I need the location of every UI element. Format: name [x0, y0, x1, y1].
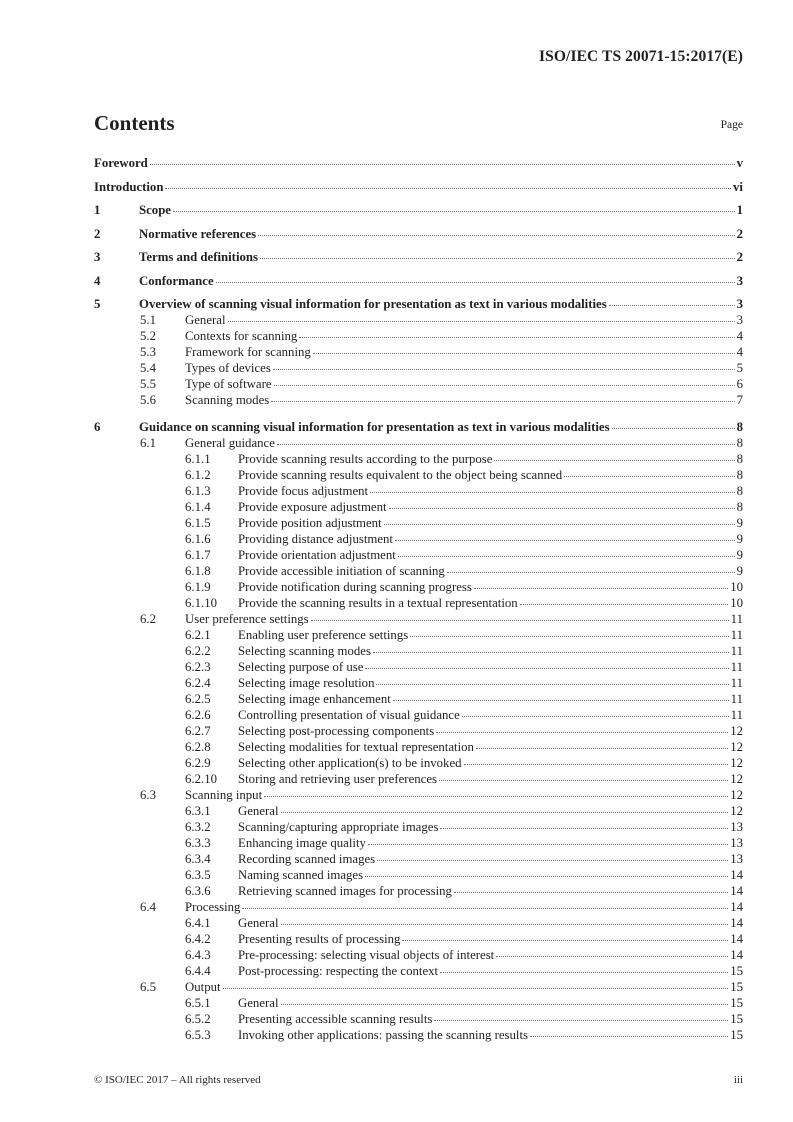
toc-entry-page[interactable]: 15	[730, 996, 743, 1010]
toc-entry[interactable]	[94, 963, 743, 979]
toc-entry[interactable]	[94, 835, 743, 851]
toc-entry-title[interactable]: Normative references	[139, 226, 257, 241]
toc-entry-page[interactable]: vi	[733, 179, 743, 194]
toc-entry-title[interactable]: Overview of scanning visual information for presentation as text in various modalities	[139, 297, 607, 311]
toc-entry-number: 6.2.8	[185, 740, 211, 754]
toc-entry[interactable]	[94, 515, 743, 531]
dot-leader	[474, 587, 728, 589]
dot-leader	[281, 811, 729, 813]
toc-entry-title[interactable]: Scope	[139, 203, 171, 217]
toc-entry[interactable]	[94, 1011, 743, 1027]
dot-leader	[281, 923, 729, 925]
toc-entry[interactable]	[94, 931, 743, 947]
toc-entry[interactable]	[94, 273, 743, 289]
toc-entry-title[interactable]: Provide the scanning results in a textual representation	[238, 596, 518, 610]
toc-entry-page[interactable]: 4	[736, 345, 743, 359]
toc-entry-title[interactable]: Presenting results of processing	[238, 932, 401, 946]
toc-entry[interactable]	[94, 867, 743, 883]
toc-entry-page[interactable]: 12	[730, 724, 743, 738]
toc-entry-page[interactable]: 6	[736, 377, 743, 391]
toc-entry-title[interactable]: Controlling presentation of visual guidance	[238, 708, 460, 722]
toc-entry-page[interactable]: 11	[730, 660, 743, 674]
toc-entry-number: 6.1	[140, 436, 156, 450]
dot-leader	[464, 763, 729, 765]
toc-entry[interactable]	[94, 579, 743, 595]
toc-entry-number: 6.5.3	[185, 1028, 211, 1042]
toc-entry-page[interactable]: 12	[730, 804, 743, 818]
toc-entry-number: 6.4.1	[185, 916, 211, 930]
dot-leader	[368, 843, 728, 845]
toc-entry-number: 6.1.7	[185, 548, 211, 562]
toc-entry-page[interactable]: 8	[736, 500, 743, 514]
dot-leader	[384, 523, 735, 525]
dot-leader	[436, 731, 728, 733]
toc-entry-title[interactable]: Providing distance adjustment	[238, 532, 393, 546]
toc-entry-number: 3	[94, 250, 101, 264]
toc-entry[interactable]	[94, 707, 743, 723]
toc-entry-page[interactable]: 15	[730, 980, 743, 994]
toc-entry[interactable]	[94, 691, 743, 707]
toc-entry-number: 2	[94, 226, 101, 241]
toc-entry[interactable]	[94, 179, 743, 195]
toc-entry-title[interactable]: Storing and retrieving user preferences	[238, 772, 437, 786]
dot-leader	[402, 939, 728, 941]
toc-entry-number: 6.1.10	[185, 596, 217, 610]
toc-entry-number: 4	[94, 273, 101, 288]
toc-entry[interactable]	[94, 451, 743, 467]
toc-entry[interactable]	[94, 312, 743, 328]
toc-entry[interactable]	[94, 915, 743, 931]
toc-entry[interactable]	[94, 947, 743, 963]
dot-leader	[496, 955, 728, 957]
toc-entry[interactable]	[94, 883, 743, 899]
toc-entry-page[interactable]: 14	[730, 868, 743, 882]
toc-entry-number: 6.5.2	[185, 1012, 211, 1026]
toc-entry-page[interactable]: 2	[736, 250, 743, 264]
toc-entry-number: 6.4	[140, 900, 156, 914]
toc-entry-title[interactable]: Contexts for scanning	[185, 329, 298, 343]
toc-entry-page[interactable]: 14	[730, 900, 743, 914]
toc-entry-title[interactable]: Selecting other application(s) to be invoked	[238, 756, 462, 770]
dot-leader	[150, 163, 735, 165]
toc-entry-title[interactable]: Provide scanning results equivalent to the object being scanned	[238, 468, 563, 482]
toc-entry-title[interactable]: Type of software	[185, 377, 272, 391]
toc-entry-number: 6.2.7	[185, 724, 211, 738]
toc-entry[interactable]	[94, 226, 743, 242]
toc-entry-number: 6.2.2	[185, 644, 211, 658]
toc-entry-title[interactable]: Selecting post-processing components	[238, 724, 435, 738]
toc-entry-number: 6.1.3	[185, 484, 211, 498]
toc-entry-number: 6.1.2	[185, 468, 211, 482]
toc-entry-page[interactable]: 12	[730, 788, 743, 802]
toc-entry[interactable]	[94, 675, 743, 691]
toc-entry-title[interactable]: Processing	[185, 900, 241, 914]
toc-entry-number: 6.2.1	[185, 628, 211, 642]
toc-entry-title[interactable]: Conformance	[139, 273, 214, 288]
toc-entry-title[interactable]: Enabling user preference settings	[238, 628, 409, 642]
toc-entry-title[interactable]: Provide orientation adjustment	[238, 548, 396, 562]
toc-entry-title[interactable]: Provide exposure adjustment	[238, 500, 387, 514]
dot-leader	[439, 779, 728, 781]
dot-leader	[376, 683, 728, 685]
toc-entry[interactable]	[94, 155, 743, 171]
toc-entry[interactable]	[94, 595, 743, 611]
toc-entry[interactable]	[94, 771, 743, 787]
toc-entry-title[interactable]: Framework for scanning	[185, 345, 311, 359]
toc-entry-number: 6.3	[140, 788, 156, 802]
toc-entry[interactable]	[94, 376, 743, 392]
toc-entry-title[interactable]: Naming scanned images	[238, 868, 364, 882]
toc-entry-page[interactable]: 5	[736, 361, 743, 375]
page-title: Contents	[94, 111, 175, 135]
toc-entry[interactable]	[94, 531, 743, 547]
toc-entry[interactable]	[94, 755, 743, 771]
toc-entry-number: 5.2	[140, 329, 156, 343]
dot-leader	[273, 368, 735, 370]
dot-leader	[216, 281, 735, 283]
toc-entry-title[interactable]: Enhancing image quality	[238, 836, 366, 850]
toc-entry-title[interactable]: Types of devices	[185, 361, 271, 375]
toc-entry-number: 6.3.2	[185, 820, 211, 834]
dot-leader	[462, 715, 729, 717]
toc-entry-title[interactable]: Scanning input	[185, 788, 263, 802]
dot-leader	[440, 971, 728, 973]
dot-leader	[494, 459, 734, 461]
toc-entry-number: 6.1.9	[185, 580, 211, 594]
toc-entry[interactable]	[94, 787, 743, 803]
toc-entry-page[interactable]: 1	[736, 203, 743, 217]
dot-leader	[311, 619, 729, 621]
toc-entry-title[interactable]: Provide accessible initiation of scanning	[238, 564, 445, 578]
toc-entry[interactable]	[94, 979, 743, 995]
dot-leader	[223, 987, 729, 989]
toc-entry-title[interactable]: General guidance	[185, 436, 275, 450]
toc-entry[interactable]	[94, 643, 743, 659]
toc-entry[interactable]	[94, 1027, 743, 1043]
toc-entry-page[interactable]: 11	[730, 644, 743, 658]
toc-entry-page[interactable]: 12	[730, 740, 743, 754]
toc-entry-page[interactable]: 3	[736, 313, 743, 327]
dot-leader	[564, 475, 734, 477]
toc-entry-number: 1	[94, 203, 101, 217]
dot-leader	[398, 555, 735, 557]
toc-entry[interactable]	[94, 995, 743, 1011]
toc-entry[interactable]	[94, 819, 743, 835]
toc-entry[interactable]	[94, 435, 743, 451]
toc-entry-title[interactable]: Pre-processing: selecting visual objects of interest	[238, 948, 495, 962]
toc-entry-number: 6.2.6	[185, 708, 211, 722]
dot-leader	[274, 384, 735, 386]
toc-entry-number: 5.3	[140, 345, 156, 359]
dot-leader	[410, 635, 728, 637]
toc-entry[interactable]	[94, 344, 743, 360]
toc-entry-title[interactable]: Guidance on scanning visual information for presentation as text in various modalities	[139, 420, 610, 434]
toc-entry-page[interactable]: 3	[736, 273, 743, 288]
dot-leader	[258, 234, 734, 236]
dot-leader	[165, 187, 731, 189]
toc-entry-page[interactable]: 9	[736, 564, 743, 578]
toc-entry-title[interactable]: Selecting modalities for textual representation	[238, 740, 474, 754]
page-number: iii	[733, 1074, 743, 1086]
dot-leader	[389, 507, 735, 509]
toc-entry-page[interactable]: 11	[730, 628, 743, 642]
toc-entry-title[interactable]: General	[238, 804, 279, 818]
toc-entry-number: 5	[94, 297, 101, 311]
dot-leader	[365, 875, 728, 877]
dot-leader	[242, 907, 728, 909]
toc-entry-number: 5.1	[140, 313, 156, 327]
toc-entry-number: 6.4.2	[185, 932, 211, 946]
dot-leader	[440, 827, 728, 829]
dot-leader	[434, 1019, 728, 1021]
dot-leader	[612, 427, 735, 429]
toc-entry-page[interactable]: 12	[730, 772, 743, 786]
toc-entry-title[interactable]: Selecting scanning modes	[238, 644, 371, 658]
toc-entry-page[interactable]: 15	[730, 1012, 743, 1026]
toc-entry-page[interactable]: 2	[736, 226, 743, 241]
toc-entry-title[interactable]: Selecting purpose of use	[238, 660, 364, 674]
toc-entry-page[interactable]: 11	[730, 676, 743, 690]
toc-entry-page[interactable]: 13	[730, 852, 743, 866]
dot-leader	[228, 320, 735, 322]
toc-entry-page[interactable]: 12	[730, 756, 743, 770]
toc-entry-page[interactable]: v	[736, 156, 743, 170]
toc-entry-title[interactable]: Scanning modes	[185, 393, 270, 407]
toc-entry-title[interactable]: Output	[185, 980, 221, 994]
document-id: ISO/IEC TS 20071-15:2017(E)	[539, 48, 743, 65]
toc-entry[interactable]	[94, 467, 743, 483]
toc-entry-title[interactable]: General	[238, 996, 279, 1010]
toc-entry-number: 6.3.4	[185, 852, 211, 866]
toc-entry[interactable]	[94, 296, 743, 312]
dot-leader	[264, 795, 728, 797]
dot-leader	[271, 400, 734, 402]
toc-entry-number: 6.2.4	[185, 676, 211, 690]
toc-entry[interactable]	[94, 483, 743, 499]
toc-entry-page[interactable]: 3	[736, 297, 743, 311]
dot-leader	[454, 891, 728, 893]
toc-entry-number: 6.5	[140, 980, 156, 994]
toc-entry-page[interactable]: 9	[736, 516, 743, 530]
toc-entry-title[interactable]: Presenting accessible scanning results	[238, 1012, 433, 1026]
toc-entry[interactable]	[94, 202, 743, 218]
toc-entry-page[interactable]: 13	[730, 836, 743, 850]
toc-entry-number: 6.1.6	[185, 532, 211, 546]
toc-entry-number: 6.2.9	[185, 756, 211, 770]
toc-entry-number: 5.4	[140, 361, 156, 375]
toc-entry-page[interactable]: 8	[736, 420, 743, 434]
dot-leader	[530, 1035, 728, 1037]
toc-entry-title[interactable]: General	[238, 916, 279, 930]
toc-entry-number: 6.1.1	[185, 452, 211, 466]
table-of-contents	[94, 155, 743, 1043]
toc-entry-number: 6.3.1	[185, 804, 211, 818]
toc-entry-number: 6.2	[140, 612, 156, 626]
toc-entry-page[interactable]: 14	[730, 932, 743, 946]
dot-leader	[395, 539, 735, 541]
toc-entry-title[interactable]: Terms and definitions	[139, 250, 258, 264]
dot-leader	[365, 667, 728, 669]
dot-leader	[173, 210, 735, 212]
toc-entry-number: 6.1.8	[185, 564, 211, 578]
toc-entry-page[interactable]: 10	[730, 596, 743, 610]
toc-entry-number: 6.1.4	[185, 500, 211, 514]
toc-entry-number: 6.3.3	[185, 836, 211, 850]
toc-entry-page[interactable]: 11	[730, 692, 743, 706]
toc-entry[interactable]	[94, 563, 743, 579]
toc-entry-page[interactable]: 9	[736, 548, 743, 562]
toc-entry-page[interactable]: 14	[730, 948, 743, 962]
toc-entry-title[interactable]: Provide notification during scanning progress	[238, 580, 472, 594]
toc-entry-page[interactable]: 14	[730, 916, 743, 930]
toc-entry-title[interactable]: Retrieving scanned images for processing	[238, 884, 452, 898]
toc-entry[interactable]	[94, 360, 743, 376]
dot-leader	[370, 491, 735, 493]
toc-entry-title[interactable]: Scanning/capturing appropriate images	[238, 820, 439, 834]
toc-entry[interactable]	[94, 249, 743, 265]
toc-entry-title[interactable]: Post-processing: respecting the context	[238, 964, 439, 978]
dot-leader	[373, 651, 729, 653]
toc-entry-number: 5.6	[140, 393, 156, 407]
toc-entry-page[interactable]: 11	[730, 708, 743, 722]
toc-entry-title[interactable]: Provide scanning results according to the purpose	[238, 452, 493, 466]
toc-entry-page[interactable]: 8	[736, 468, 743, 482]
toc-entry-page[interactable]: 15	[730, 1028, 743, 1042]
toc-entry-page[interactable]: 8	[736, 484, 743, 498]
copyright-footer: © ISO/IEC 2017 – All rights reserved	[94, 1074, 261, 1086]
dot-leader	[609, 304, 735, 306]
toc-entry-title[interactable]: Provide position adjustment	[238, 516, 382, 530]
toc-entry[interactable]	[94, 547, 743, 563]
toc-entry-number: 6.2.10	[185, 772, 217, 786]
toc-entry[interactable]	[94, 723, 743, 739]
toc-entry-title[interactable]: Invoking other applications: passing the scanning results	[238, 1028, 529, 1042]
toc-entry-number: 6.4.3	[185, 948, 211, 962]
dot-leader	[281, 1003, 729, 1005]
toc-entry[interactable]	[94, 328, 743, 344]
toc-entry-number: 5.5	[140, 377, 156, 391]
toc-entry-number: 6.5.1	[185, 996, 211, 1010]
toc-entry-page[interactable]: 9	[736, 532, 743, 546]
toc-entry-title[interactable]: Selecting image resolution	[238, 676, 375, 690]
toc-entry-title[interactable]: Selecting image enhancement	[238, 692, 391, 706]
dot-leader	[260, 257, 735, 259]
toc-entry[interactable]	[94, 392, 743, 408]
toc-entry[interactable]	[94, 659, 743, 675]
dot-leader	[377, 859, 728, 861]
toc-entry[interactable]	[94, 499, 743, 515]
toc-entry-number: 6.4.4	[185, 964, 211, 978]
dot-leader	[393, 699, 729, 701]
toc-entry-title[interactable]: Provide focus adjustment	[238, 484, 369, 498]
toc-entry[interactable]	[94, 851, 743, 867]
page-column-label: Page	[720, 119, 743, 131]
toc-entry[interactable]	[94, 627, 743, 643]
toc-entry-page[interactable]: 8	[736, 436, 743, 450]
toc-entry-title[interactable]: Introduction	[94, 179, 164, 194]
toc-entry-page[interactable]: 7	[736, 393, 743, 407]
dot-leader	[299, 336, 734, 338]
toc-entry[interactable]	[94, 611, 743, 627]
dot-leader	[447, 571, 735, 573]
toc-entry-number: 6.2.5	[185, 692, 211, 706]
toc-entry-page[interactable]: 8	[736, 452, 743, 466]
toc-entry-number: 6.1.5	[185, 516, 211, 530]
toc-entry-page[interactable]: 15	[730, 964, 743, 978]
dot-leader	[520, 603, 729, 605]
toc-entry-title[interactable]: Recording scanned images	[238, 852, 376, 866]
toc-entry-number: 6.2.3	[185, 660, 211, 674]
toc-entry[interactable]	[94, 419, 743, 435]
dot-leader	[313, 352, 735, 354]
toc-entry-page[interactable]: 11	[730, 612, 743, 626]
toc-entry-page[interactable]: 14	[730, 884, 743, 898]
toc-entry-page[interactable]: 4	[736, 329, 743, 343]
toc-entry-number: 6	[94, 420, 101, 434]
toc-entry[interactable]	[94, 899, 743, 915]
toc-entry[interactable]	[94, 739, 743, 755]
toc-entry-page[interactable]: 10	[730, 580, 743, 594]
toc-entry-number: 6.3.6	[185, 884, 211, 898]
toc-entry-number: 6.3.5	[185, 868, 211, 882]
toc-entry-title[interactable]: User preference settings	[185, 612, 309, 626]
dot-leader	[476, 747, 728, 749]
toc-entry-title[interactable]: Foreword	[94, 156, 148, 170]
toc-entry-title[interactable]: General	[185, 313, 226, 327]
dot-leader	[277, 443, 735, 445]
toc-entry[interactable]	[94, 803, 743, 819]
toc-entry-page[interactable]: 13	[730, 820, 743, 834]
